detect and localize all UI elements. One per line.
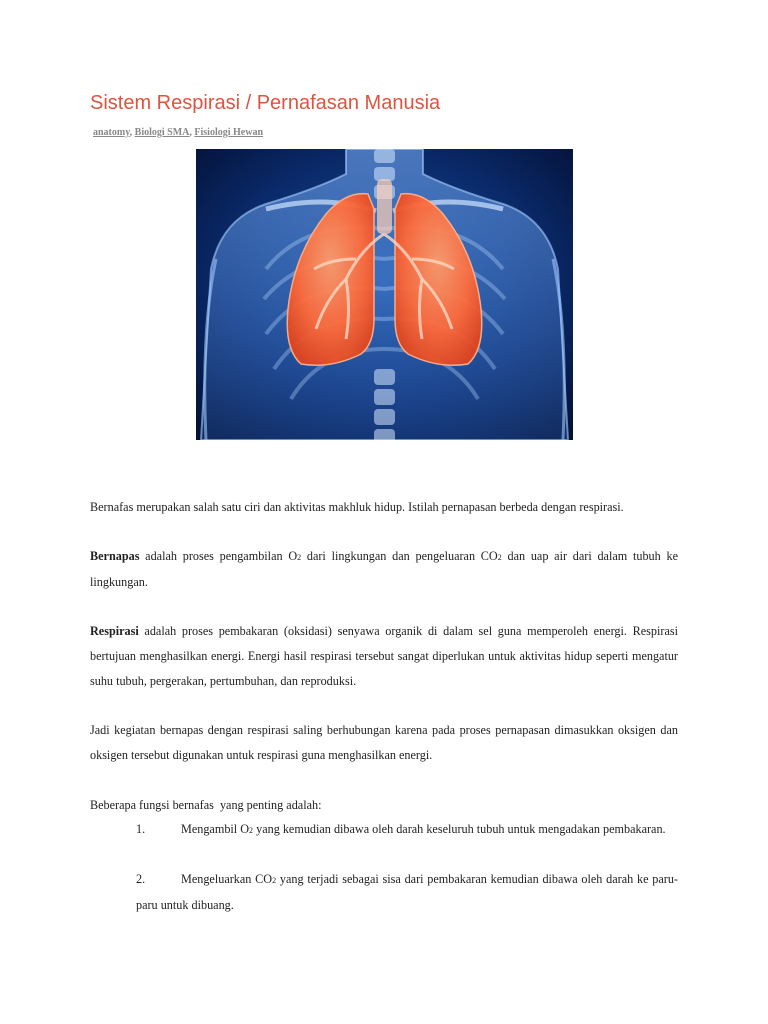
list-text: Mengambil O	[181, 822, 250, 836]
list-text: yang kemudian dibawa oleh darah keseluruh tubuh untuk mengadakan pembakaran.	[253, 822, 666, 836]
list-text: yang terjadi sebagai sisa dari pembakaran kemudian dibawa oleh darah ke paru-paru untuk dibuang.	[136, 872, 678, 912]
term-respirasi: Respirasi	[90, 624, 139, 638]
tag-link-fisiologi-hewan[interactable]: Fisiologi Hewan	[194, 127, 264, 138]
lungs-image	[196, 149, 573, 440]
list-text: Mengeluarkan CO	[181, 872, 273, 886]
tag-link-biologi-sma[interactable]: Biologi SMA	[134, 127, 190, 138]
paragraph-respirasi	[90, 619, 678, 694]
subscript: 2	[497, 553, 502, 562]
paragraph-summary: Jadi kegiatan bernapas dengan respirasi saling berhubungan karena pada proses pernapasan dimasukkan oksigen dan oksigen tersebut digunakan untuk respirasi guna menghasilkan energi.	[90, 723, 678, 762]
list-item	[136, 817, 678, 843]
subscript: 2	[272, 876, 277, 885]
subscript: 2	[249, 826, 254, 835]
tag-link-anatomy[interactable]: anatomy	[93, 127, 130, 138]
tag-list	[93, 127, 263, 138]
article-title: Sistem Respirasi / Pernafasan Manusia	[90, 92, 441, 114]
paragraph-bernapas	[90, 544, 678, 595]
list-item	[136, 867, 678, 918]
paragraph-text: dan uap air dari dalam tubuh ke lingkungan.	[90, 549, 678, 589]
paragraph-text: adalah proses pengambilan O	[139, 549, 298, 563]
paragraph-text: adalah proses pembakaran (oksidasi) senyawa organik di dalam sel guna memperoleh energi. Respirasi bertujuan menghasilkan energi. Energi hasil respirasi tersebut sangat diperlukan untuk aktivitas hidup seperti mengatur suhu tubuh, pergerakan, pertumbuhan, dan reproduksi.	[90, 624, 678, 688]
tag-separator: ,	[189, 127, 195, 138]
paragraph-list-intro: Beberapa fungsi bernafas yang penting adalah:	[90, 798, 322, 812]
subscript: 2	[297, 553, 302, 562]
list-number: 1.	[136, 822, 146, 836]
paragraph-text: dari lingkungan dan pengeluaran CO	[301, 549, 498, 563]
lungs-illustration	[196, 149, 573, 440]
list-number: 2.	[136, 872, 146, 886]
term-bernapas: Bernapas	[90, 549, 140, 563]
tag-separator: ,	[129, 127, 135, 138]
paragraph-intro: Bernafas merupakan salah satu ciri dan aktivitas makhluk hidup. Istilah pernapasan berbeda dengan respirasi.	[90, 500, 624, 514]
